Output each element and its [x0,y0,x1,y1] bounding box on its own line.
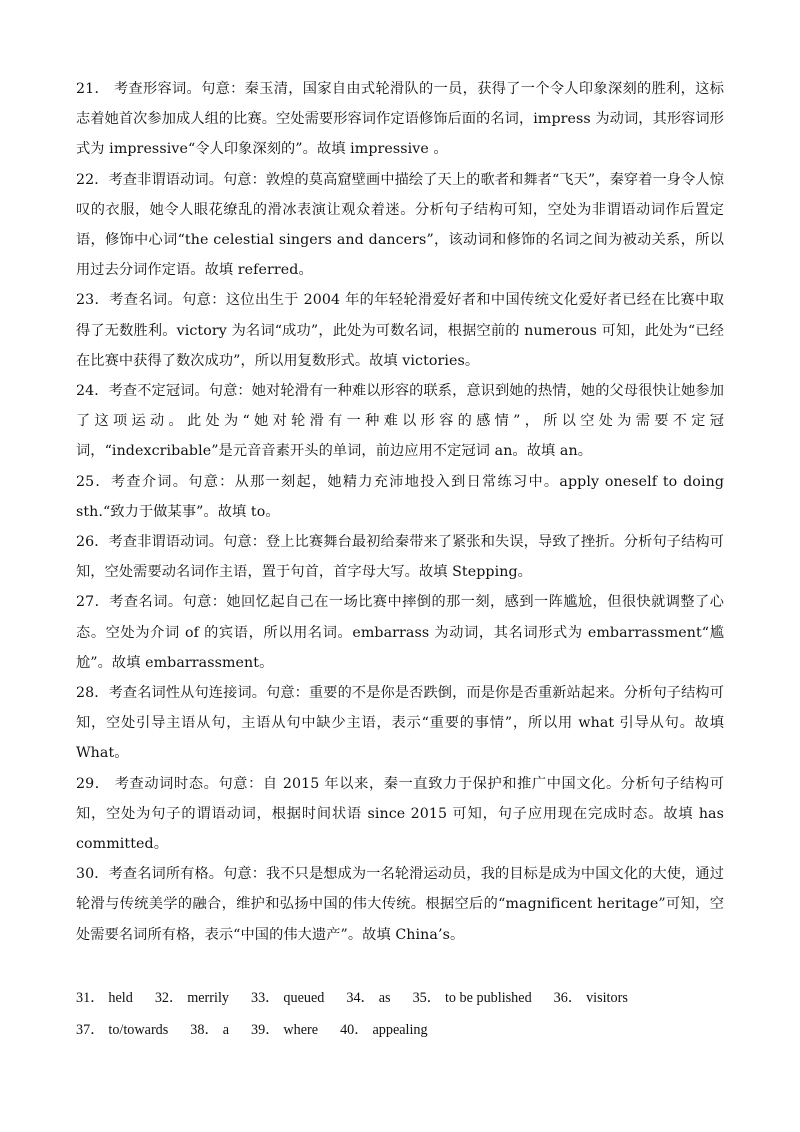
answer-38 [190,1014,229,1046]
answer-number: 37． [76,1021,105,1038]
answer-key [76,982,724,1046]
answer-36 [554,982,628,1014]
answer-word: visitors [586,989,628,1006]
answer-39 [251,1014,318,1046]
answer-row-1 [76,982,724,1014]
answer-word: as [378,989,391,1006]
answer-word: appealing [372,1021,428,1038]
answer-32 [155,982,229,1014]
explanation-24: 24．考查不定冠词。句意：她对轮滑有一种难以形容的联系，意识到她的热情，她的父母很快让她参加了这项运动。此处为“她对轮滑有一种难以形容的感情”，所以空处为需要不定冠词，“indexcribable”是元音音素开头的单词，前边应用不定冠词 an。故填 an。 [76,383,724,460]
answer-33 [251,982,324,1014]
answer-31 [76,982,133,1014]
answer-number: 34． [346,989,375,1006]
answer-word: merrily [187,989,229,1006]
answer-number: 33． [250,989,280,1006]
answer-word: where [283,1021,319,1038]
answer-number: 35． [412,989,441,1006]
answer-number: 40． [340,1021,369,1038]
answer-35 [413,982,532,1014]
explanation-29: 29． 考查动词时态。句意：自 2015 年以来，秦一直致力于保护和推广中国文化。分析句子结构可知，空处为句子的谓语动词，根据时间状语 since 2015 可知，句子应用现在完成时态。故填 has committed。 [76,775,724,853]
answer-word: held [108,989,133,1006]
answer-number: 32． [154,989,184,1006]
explanation-27: 27．考查名词。句意：她回忆起自己在一场比赛中摔倒的那一刻，感到一阵尴尬，但很快就调整了心态。空处为介词 of 的宾语，所以用名词。embarrass 为动词，其名词形式为 embarrassment“尴尬”。故填 embarrassment。 [76,594,724,671]
answer-number: 36． [553,989,583,1006]
answer-number: 39． [251,1021,280,1038]
explanation-21: 21． 考查形容词。句意：秦玉清，国家自由式轮滑队的一员，获得了一个令人印象深刻的胜利，这标志着她首次参加成人组的比赛。空处需要形容词作定语修饰后面的名词，impress 为动词，其形容词形式为 impressive“令人印象深刻的”。故填 impressive 。 [76,81,724,158]
answer-word: a [222,1021,229,1038]
explanation-26: 26．考查非谓语动词。句意：登上比赛舞台最初给秦带来了紧张和失误，导致了挫折。分析句子结构可知，空处需要动名词作主语，置于句首，首字母大写。故填 Stepping。 [76,534,724,581]
answer-number: 38． [190,1021,219,1038]
answer-number: 31． [76,989,105,1006]
explanation-25: 25．考查介词。句意：从那一刻起，她精力充沛地投入到日常练习中。apply oneself to doing sth.“致力于做某事”。故填 to。 [76,473,724,520]
answer-40 [340,1014,428,1046]
answer-word: to/towards [108,1021,169,1038]
explanation-22: 22．考查非谓语动词。句意：敦煌的莫高窟壁画中描绘了天上的歌者和舞者“飞天”，秦穿着一身令人惊叹的衣服，她令人眼花缭乱的滑冰表演让观众着迷。分析句子结构可知，空处为非谓语动词作后置定语，修饰中心词“the celestial singers and dancers”，该动词和修饰的名词之间为被动关系，所以用过去分词作定语。故填 referred。 [76,171,724,279]
explanation-28: 28．考查名词性从句连接词。句意：重要的不是你是否跌倒，而是你是否重新站起来。分析句子结构可知，空处引导主语从句，主语从句中缺少主语，表示“重要的事情”，所以用 what 引导从句。故填 What。 [76,685,724,762]
explanation-23: 23．考查名词。句意：这位出生于 2004 年的年轻轮滑爱好者和中国传统文化爱好者已经在比赛中取得了无数胜利。victory 为名词“成功”，此处为可数名词，根据空前的 numerous 可知，此处为“已经在比赛中获得了数次成功”，所以用复数形式。故填 victories。 [76,292,724,369]
answer-37 [76,1014,168,1046]
answer-row-2 [76,1014,724,1046]
explanation-30: 30．考查名词所有格。句意：我不只是想成为一名轮滑运动员，我的目标是成为中国文化的大使，通过轮滑与传统美学的融合，维护和弘扬中国的伟大传统。根据空后的“magnificent heritage”可知，空处需要名词所有格，表示“中国的伟大遗产”。故填 China’s。 [76,866,724,943]
answer-word: to be published [444,989,532,1006]
answer-word: queued [283,989,325,1006]
answer-34 [346,982,390,1014]
answer-explanations-page [76,74,724,1046]
